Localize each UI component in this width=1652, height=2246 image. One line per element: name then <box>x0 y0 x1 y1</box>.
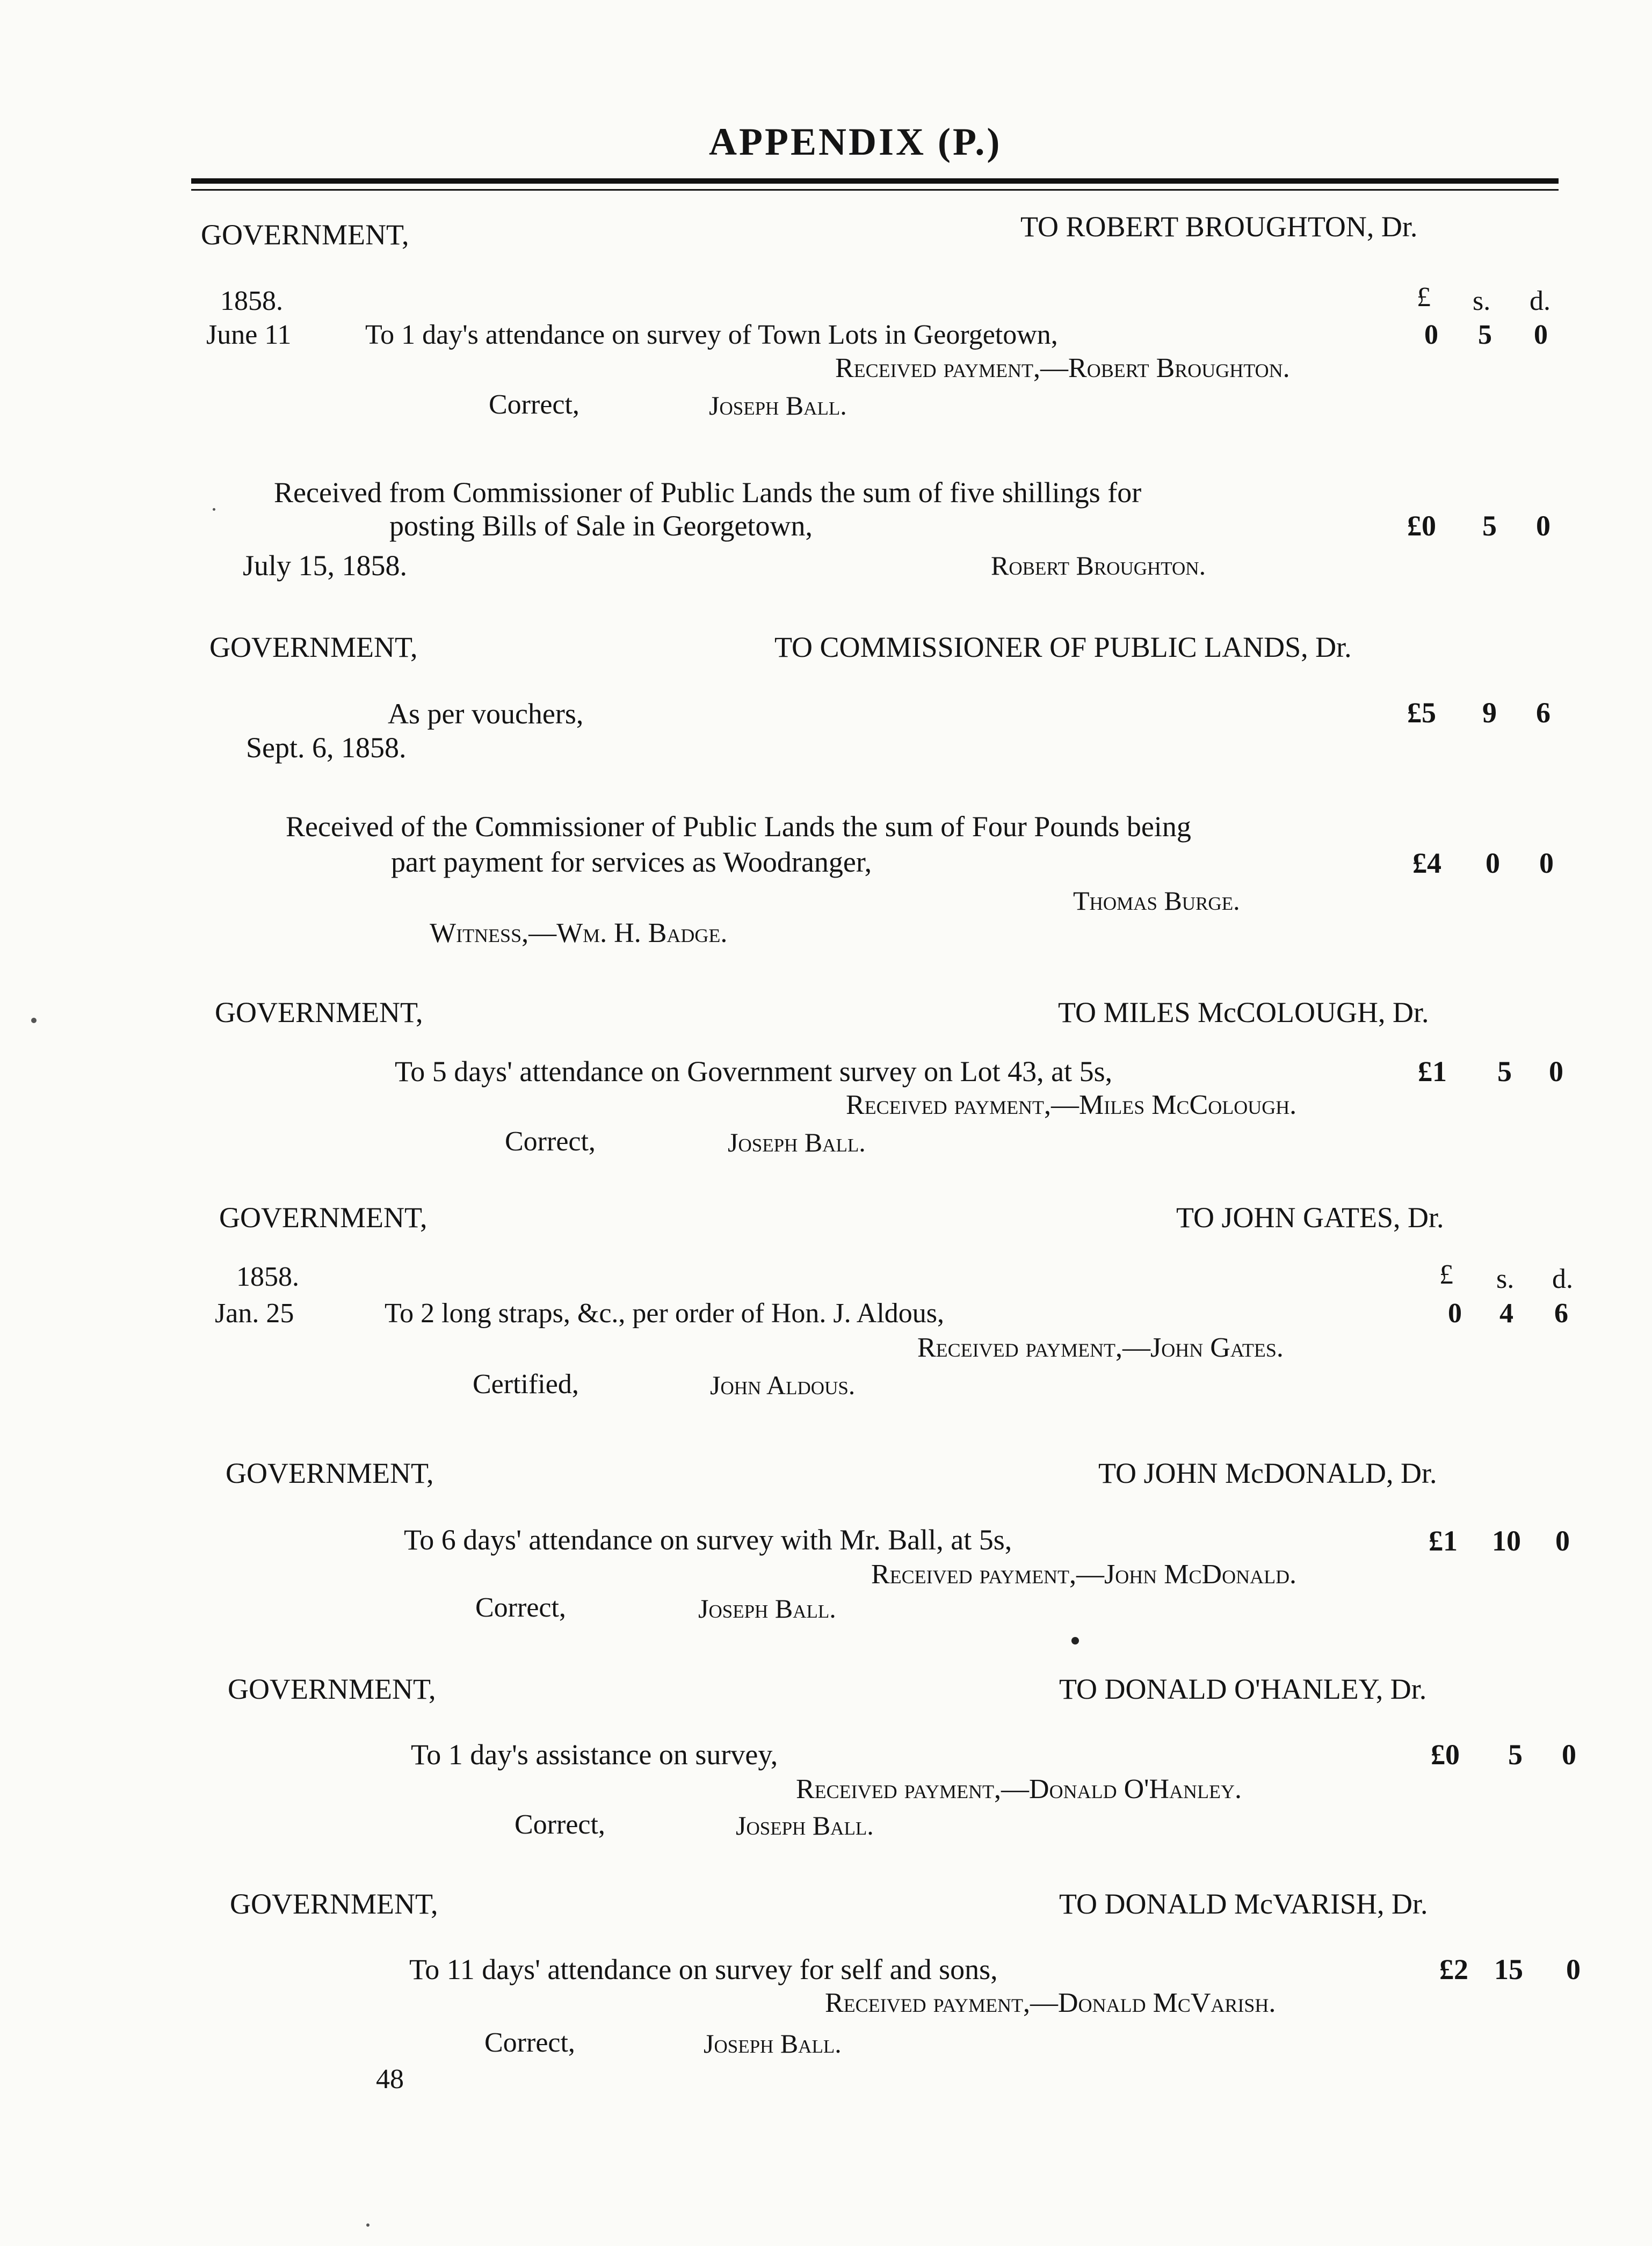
receipt-text-line-2: part payment for services as Woodranger, <box>391 846 872 878</box>
pounds-column-header: £ <box>1417 282 1431 313</box>
account-left-heading: GOVERNMENT, <box>215 996 423 1028</box>
account-right-heading: TO MILES McCOLOUGH, Dr. <box>1058 996 1429 1028</box>
correct-label: Certified, <box>473 1369 579 1400</box>
account-left-heading: GOVERNMENT, <box>209 631 418 663</box>
account-right-heading: TO JOHN GATES, Dr. <box>1176 1201 1444 1234</box>
entry-item: To 1 day's assistance on survey, <box>411 1738 778 1771</box>
entry-item: To 11 days' attendance on survey for self and sons, <box>409 1953 998 1986</box>
correct-label: Correct, <box>484 2027 575 2058</box>
header-rule-thin <box>191 189 1559 191</box>
year-label: 1858. <box>220 286 283 316</box>
certifier-name: Joseph Ball. <box>709 390 847 421</box>
pence-column-header: d. <box>1530 286 1550 316</box>
amount-shillings: 10 <box>1492 1525 1521 1557</box>
certifier-name: Joseph Ball. <box>736 1810 874 1841</box>
amount-pence: 6 <box>1554 1298 1568 1329</box>
amount-shillings: 9 <box>1482 697 1497 729</box>
receipt-text-line-2: posting Bills of Sale in Georgetown, <box>389 510 813 542</box>
received-payment-line: Received payment,—Robert Broughton. <box>835 353 1290 383</box>
amount-pounds: 0 <box>1424 320 1438 350</box>
scan-speck <box>1071 1637 1079 1644</box>
receipt-text-line-1: Received of the Commissioner of Public Lands the sum of Four Pounds being <box>286 810 1191 843</box>
amount-pence: 0 <box>1539 847 1554 879</box>
certifier-name: John Aldous. <box>710 1370 856 1400</box>
certifier-name: Joseph Ball. <box>698 1593 836 1624</box>
amount-pence: 0 <box>1534 320 1548 350</box>
amount-pounds: £0 <box>1407 510 1436 542</box>
received-payment-line: Received payment,—John Gates. <box>917 1332 1284 1363</box>
entry-date: Jan. 25 <box>215 1298 294 1329</box>
amount-pounds: £1 <box>1429 1525 1458 1557</box>
amount-pence: 0 <box>1536 510 1550 542</box>
received-payment-line: Received payment,—Donald McVarish. <box>825 1988 1276 2018</box>
amount-shillings: 5 <box>1482 510 1497 542</box>
header-rule-thick <box>191 178 1559 184</box>
amount-pence: 0 <box>1566 1953 1581 1986</box>
scan-speck <box>213 508 215 511</box>
entry-item: To 1 day's attendance on survey of Town Lots in Georgetown, <box>365 320 1058 350</box>
received-payment-line: Received payment,—Miles McColough. <box>846 1090 1297 1120</box>
page-number: 48 <box>376 2064 404 2095</box>
account-right-heading: TO ROBERT BROUGHTON, Dr. <box>1020 211 1418 243</box>
entry-item: To 6 days' attendance on survey with Mr. Ball, at 5s, <box>404 1524 1012 1556</box>
amount-pence: 0 <box>1562 1738 1576 1771</box>
correct-label: Correct, <box>505 1126 596 1157</box>
year-label: 1858. <box>236 1262 299 1292</box>
entry-date: Sept. 6, 1858. <box>246 731 407 764</box>
shillings-column-header: s. <box>1473 286 1491 316</box>
account-left-heading: GOVERNMENT, <box>228 1673 436 1705</box>
account-left-heading: GOVERNMENT, <box>201 219 409 251</box>
receipt-signature: Robert Broughton. <box>991 550 1206 581</box>
received-payment-line: Received payment,—John McDonald. <box>871 1559 1297 1590</box>
amount-shillings: 0 <box>1486 847 1500 879</box>
witness-line: Witness,—Wm. H. Badge. <box>430 918 728 948</box>
account-right-heading: TO DONALD McVARISH, Dr. <box>1059 1888 1428 1920</box>
entry-item: As per vouchers, <box>388 698 584 730</box>
pounds-column-header: £ <box>1439 1259 1453 1290</box>
entry-item: To 5 days' attendance on Government survey on Lot 43, at 5s, <box>395 1055 1113 1088</box>
receipt-date: July 15, 1858. <box>243 549 408 582</box>
amount-shillings: 5 <box>1478 320 1492 350</box>
correct-label: Correct, <box>489 389 579 420</box>
amount-pounds: £1 <box>1418 1055 1447 1088</box>
account-right-heading: TO COMMISSIONER OF PUBLIC LANDS, Dr. <box>774 631 1352 663</box>
amount-pence: 0 <box>1555 1525 1570 1557</box>
amount-shillings: 5 <box>1508 1738 1523 1771</box>
amount-pence: 0 <box>1549 1055 1563 1088</box>
entry-date: June 11 <box>206 320 292 350</box>
amount-pounds: £5 <box>1407 697 1436 729</box>
shillings-column-header: s. <box>1496 1264 1515 1294</box>
amount-pounds: £4 <box>1412 847 1441 879</box>
amount-shillings: 15 <box>1494 1953 1523 1986</box>
amount-shillings: 4 <box>1499 1298 1513 1329</box>
scan-speck <box>31 1018 37 1023</box>
amount-pence: 6 <box>1536 697 1550 729</box>
certifier-name: Joseph Ball. <box>704 2028 842 2059</box>
correct-label: Correct, <box>475 1592 566 1623</box>
certifier-name: Joseph Ball. <box>728 1127 866 1157</box>
amount-pounds: £0 <box>1431 1738 1460 1771</box>
received-payment-line: Received payment,—Donald O'Hanley. <box>796 1774 1242 1805</box>
account-left-heading: GOVERNMENT, <box>226 1457 434 1489</box>
account-right-heading: TO JOHN McDONALD, Dr. <box>1098 1457 1437 1489</box>
account-left-heading: GOVERNMENT, <box>219 1201 428 1234</box>
receipt-signature: Thomas Burge. <box>1073 886 1240 916</box>
entry-item: To 2 long straps, &c., per order of Hon. J. Aldous, <box>385 1298 945 1329</box>
amount-shillings: 5 <box>1497 1055 1512 1088</box>
page-title: APPENDIX (P.) <box>709 120 1002 163</box>
receipt-text-line-1: Received from Commissioner of Public Lands the sum of five shillings for <box>274 476 1142 509</box>
account-right-heading: TO DONALD O'HANLEY, Dr. <box>1059 1673 1427 1705</box>
scan-speck <box>366 2223 369 2227</box>
amount-pounds: 0 <box>1448 1298 1462 1329</box>
amount-pounds: £2 <box>1439 1953 1468 1986</box>
pence-column-header: d. <box>1552 1264 1573 1294</box>
correct-label: Correct, <box>515 1809 605 1840</box>
account-left-heading: GOVERNMENT, <box>230 1888 438 1920</box>
